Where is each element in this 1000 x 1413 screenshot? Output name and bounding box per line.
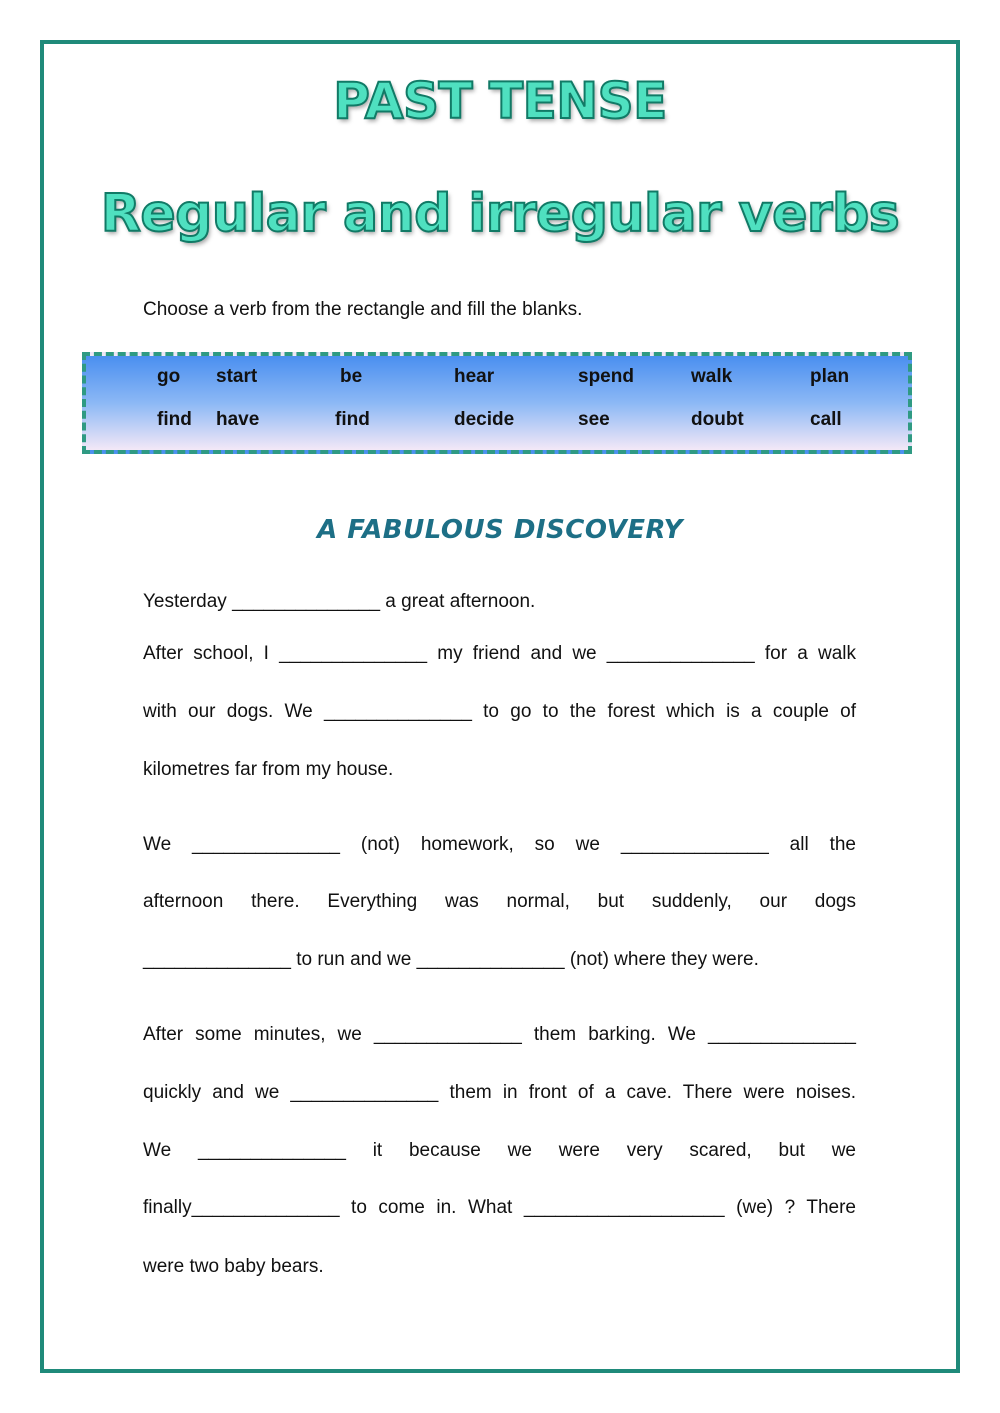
verb-option[interactable]: call [810, 409, 842, 430]
story-line: afternoon there. Everything was normal, but suddenly, our dogs [143, 891, 856, 912]
verb-option[interactable]: find [157, 409, 192, 430]
verb-option[interactable]: decide [454, 409, 515, 430]
verb-box [82, 352, 912, 454]
verb-option[interactable]: have [216, 409, 260, 430]
verb-option[interactable]: see [578, 409, 610, 430]
story-line: After school, I ______________ my friend and we ______________ for a walk [143, 643, 856, 664]
story-line: were two baby bears. [143, 1256, 324, 1277]
story-line: After some minutes, we ______________ them barking. We ______________ [143, 1024, 856, 1045]
story-line: with our dogs. We ______________ to go to the forest which is a couple of [143, 701, 856, 722]
story-title: A FABULOUS DISCOVERY [317, 515, 683, 545]
verb-option[interactable]: start [216, 366, 258, 387]
verb-option[interactable]: spend [578, 366, 634, 387]
verb-option[interactable]: walk [691, 366, 733, 387]
page-subtitle: Regular and irregular verbs [100, 184, 900, 244]
story-line: quickly and we ______________ them in front of a cave. There were noises. [143, 1082, 856, 1103]
verb-option[interactable]: doubt [691, 409, 744, 430]
story-line: finally______________ to come in. What ___________________ (we) ? There [143, 1197, 856, 1218]
verb-option[interactable]: hear [454, 366, 495, 387]
verb-option[interactable]: go [157, 366, 181, 387]
story-line: kilometres far from my house. [143, 759, 394, 780]
story-line: Yesterday ______________ a great afternoon. [143, 591, 536, 612]
page-title: PAST TENSE [333, 72, 667, 130]
story-line: We ______________ (not) homework, so we ______________ all the [143, 834, 856, 855]
verb-option[interactable]: be [340, 366, 363, 387]
verb-option[interactable]: plan [810, 366, 850, 387]
instruction-text: Choose a verb from the rectangle and fill the blanks. [143, 299, 583, 320]
story-line: We ______________ it because we were very scared, but we [143, 1140, 856, 1161]
verb-option[interactable]: find [335, 409, 370, 430]
story-line: ______________ to run and we ______________ (not) where they were. [143, 949, 759, 970]
